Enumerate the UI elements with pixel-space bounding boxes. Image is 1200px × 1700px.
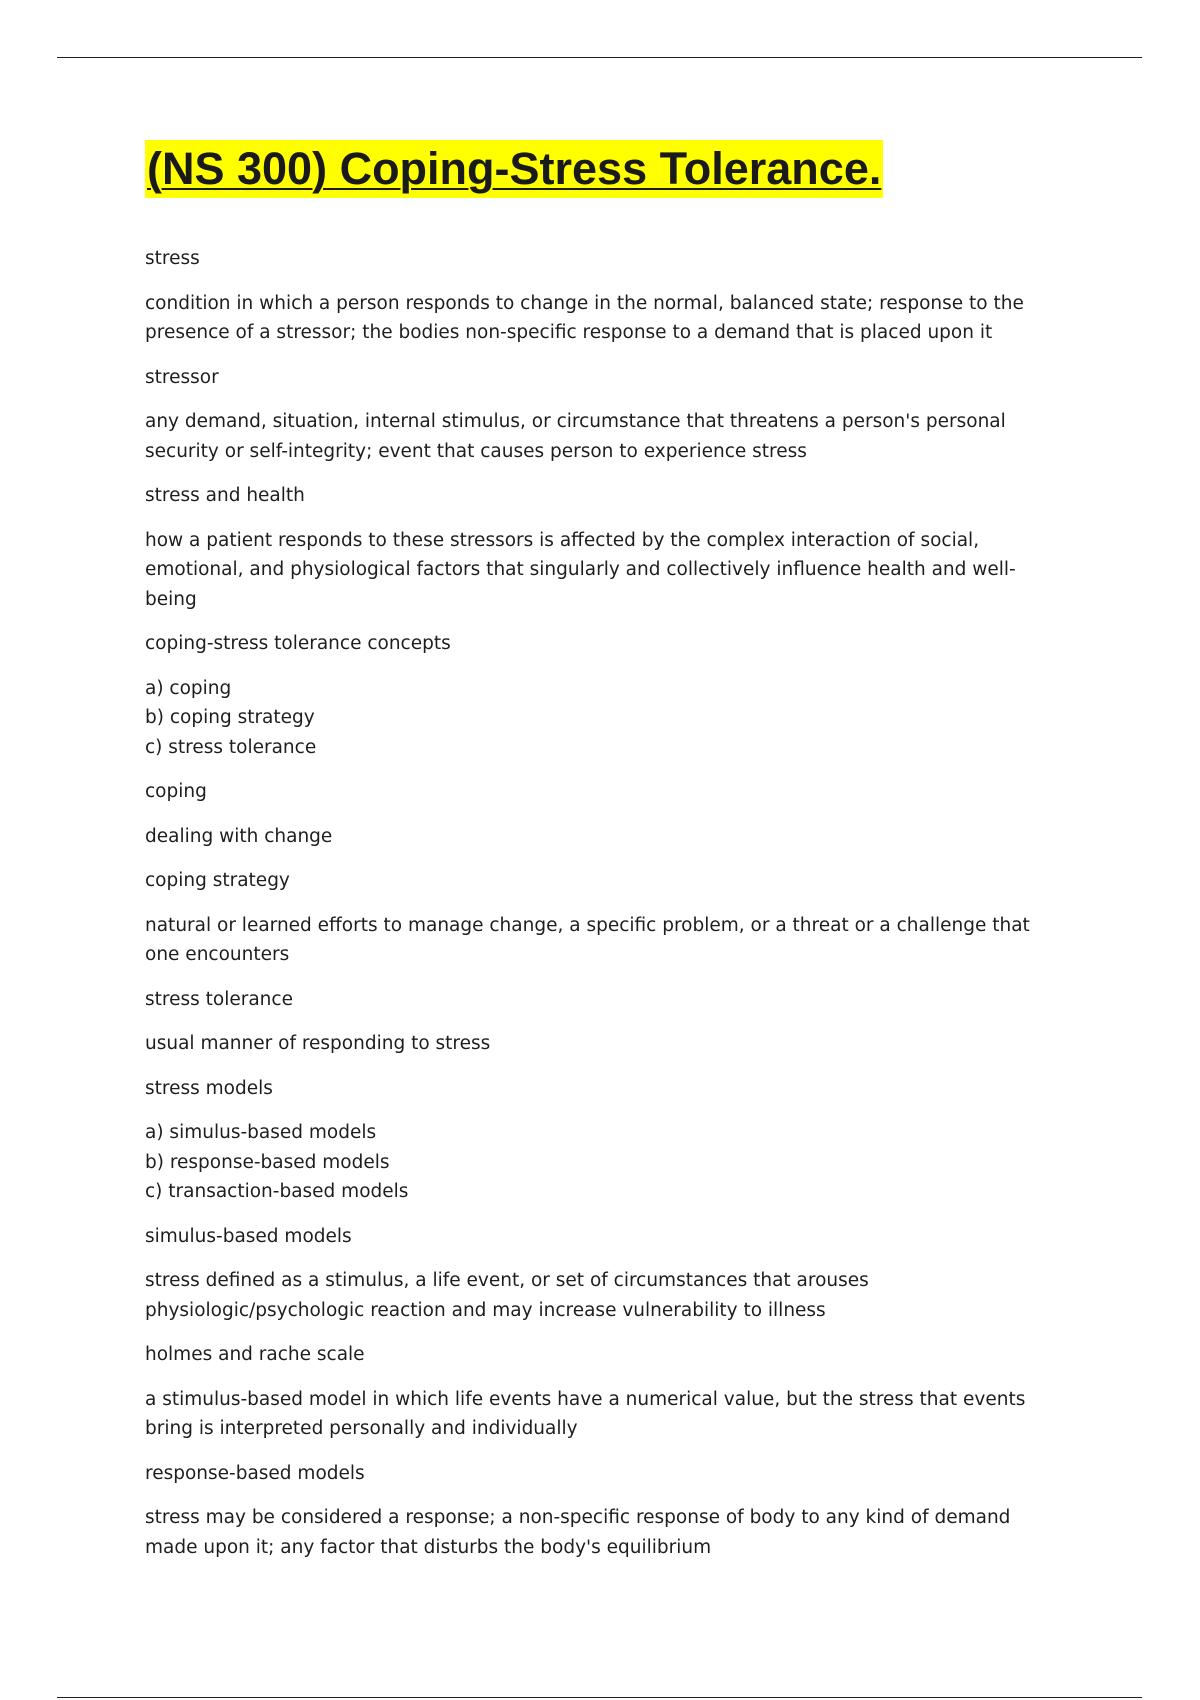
list-item: c) transaction-based models [145, 1181, 409, 1202]
entry-term: stressor [145, 366, 219, 388]
entry [145, 777, 1065, 851]
entry-list [145, 674, 1065, 763]
entry [145, 866, 1065, 970]
entry [145, 1459, 1065, 1563]
entry-definition: any demand, situation, internal stimulus, or circumstance that threatens a person's personal security or self-integrity; event that causes person to experience stress [145, 411, 1006, 462]
entry-list [145, 1118, 1065, 1207]
entry-term: response-based models [145, 1462, 365, 1484]
entry-term: coping [145, 781, 207, 802]
entry-definition: how a patient responds to these stressors is affected by the complex interaction of social, emotional, and physiological factors that singularly and collectively influence health and well-being [145, 529, 1016, 610]
entry-definition: natural or learned efforts to manage change, a specific problem, or a threat or a challenge that one encounters [145, 914, 1030, 965]
document-title: (NS 300) Coping-Stress Tolerance. [145, 140, 883, 198]
entry [145, 363, 1065, 467]
header-rule [57, 57, 1142, 58]
title-block [145, 140, 883, 198]
entry-definition: dealing with change [145, 825, 333, 847]
entry [145, 481, 1065, 614]
entry-definition: condition in which a person responds to change in the normal, balanced state; response to the presence of a stressor; the bodies non-specific response to a demand that is placed upon it [145, 292, 1024, 343]
entry [145, 1222, 1065, 1326]
list-item: b) coping strategy [145, 707, 315, 728]
footer-rule [57, 1697, 1142, 1698]
list-item: a) simulus-based models [145, 1122, 377, 1143]
entry [145, 244, 1065, 348]
entry [145, 1340, 1065, 1444]
entry-definition: usual manner of responding to stress [145, 1033, 491, 1054]
entry-term: stress [145, 248, 200, 269]
entry [145, 985, 1065, 1059]
entry-term: coping strategy [145, 870, 290, 891]
entry-definition: a stimulus-based model in which life events have a numerical value, but the stress that events bring is interpreted personally and individually [145, 1388, 1026, 1439]
list-item: a) coping [145, 677, 232, 699]
entry [145, 629, 1065, 762]
entry-term: stress tolerance [145, 988, 293, 1010]
entry-definition: stress may be considered a response; a non-specific response of body to any kind of demand made upon it; any factor that disturbs the body's equilibrium [145, 1507, 1011, 1558]
entry-term: holmes and rache scale [145, 1344, 365, 1365]
list-item: c) stress tolerance [145, 736, 317, 758]
entry-term: stress and health [145, 485, 305, 506]
list-item: b) response-based models [145, 1151, 390, 1173]
entry [145, 1074, 1065, 1207]
entry-term: coping-stress tolerance concepts [145, 633, 451, 654]
entry-term: simulus-based models [145, 1225, 352, 1247]
document-body [145, 244, 1065, 1577]
entry-definition: stress defined as a stimulus, a life event, or set of circumstances that arouses physiologic/psychologic reaction and may increase vulnerability to illness [145, 1270, 869, 1321]
entry-term: stress models [145, 1077, 273, 1099]
